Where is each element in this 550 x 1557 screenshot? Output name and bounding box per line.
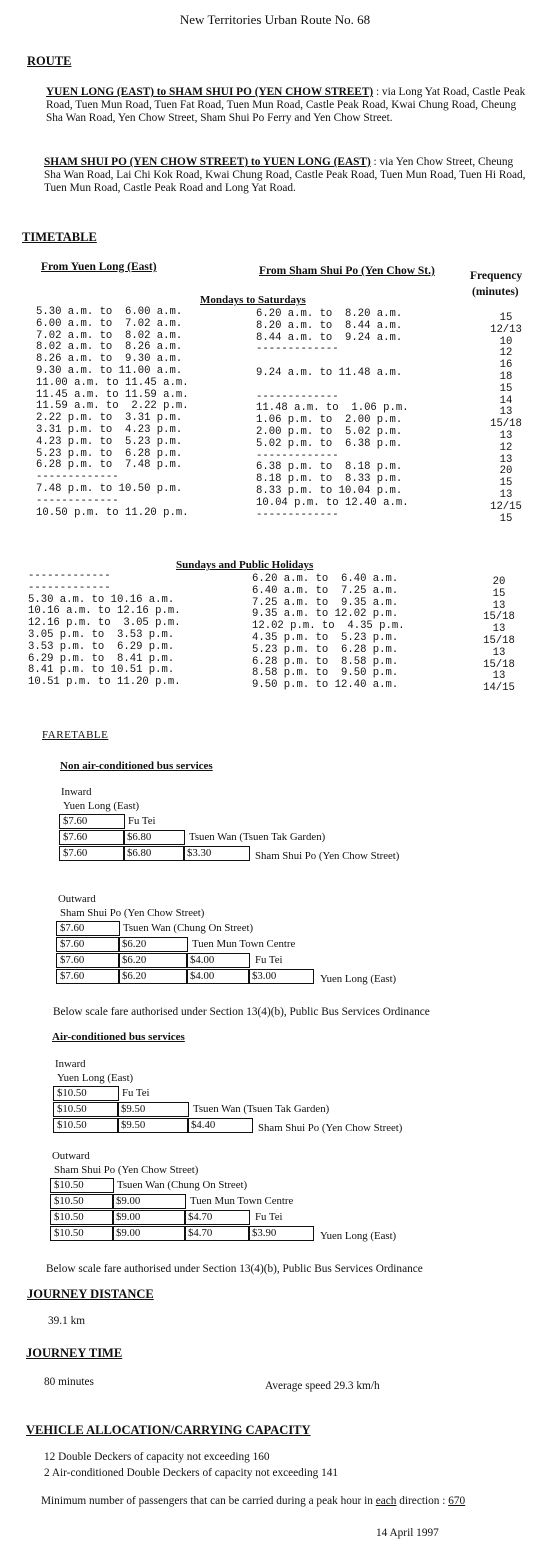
weekday-yuen-long-row: 5.23 p.m. to 6.28 p.m.: [36, 447, 183, 460]
fare-cell: $7.60: [56, 937, 120, 952]
weekday-frequency-row: 13: [499, 453, 513, 466]
holiday-sham-shui-po-row: 9.50 p.m. to 12.40 a.m.: [252, 679, 399, 692]
outward-origin: Sham Shui Po (Yen Chow Street): [60, 907, 205, 919]
holiday-sham-shui-po-row: 4.35 p.m. to 5.23 p.m.: [252, 631, 399, 644]
holiday-yuen-long-row: 12.16 p.m. to 3.05 p.m.: [28, 617, 181, 630]
weekday-sham-shui-po-row: 6.20 a.m. to 8.20 a.m.: [256, 308, 403, 320]
fare-cell: $7.60: [59, 830, 125, 845]
journey-distance-value: 39.1 km: [48, 1315, 86, 1327]
fare-cell: $10.50: [50, 1178, 114, 1193]
vehicle-line-1: 12 Double Deckers of capacity not exceeding 160: [44, 1451, 270, 1463]
weekday-frequency-row: 12: [499, 347, 513, 360]
fare-cell: $7.60: [59, 846, 125, 861]
min-passengers-each: each: [375, 1495, 397, 1507]
weekday-sham-shui-po-row: 9.24 a.m. to 11.48 a.m.: [256, 366, 403, 379]
fare-cell: $7.60: [56, 969, 120, 984]
min-passengers: [41, 1495, 465, 1507]
fare-cell: $6.80: [123, 830, 185, 845]
inward-origin: Yuen Long (East): [63, 800, 140, 812]
document-date: 14 April 1997: [376, 1527, 439, 1539]
weekday-yuen-long-row: 6.28 p.m. to 7.48 p.m.: [36, 459, 183, 472]
vehicle-line-2: 2 Air-conditioned Double Deckers of capacity not exceeding 141: [44, 1467, 339, 1479]
weekday-yuen-long-row: 6.00 a.m. to 7.02 a.m.: [36, 317, 183, 330]
weekday-sham-shui-po-row: 11.48 a.m. to 1.06 p.m.: [256, 402, 409, 415]
fare-cell: $6.80: [123, 846, 185, 861]
weekday-sham-shui-po-row: -------------: [256, 390, 339, 403]
weekday-frequency-column: [478, 313, 534, 525]
weekday-frequency-row: 14: [499, 394, 513, 407]
weekday-frequency-row: 12/15: [490, 500, 522, 513]
holiday-sham-shui-po-row: 7.25 a.m. to 9.35 a.m.: [252, 596, 399, 609]
weekday-sham-shui-po-row: -------------: [256, 343, 339, 356]
holiday-yuen-long-row: 8.41 p.m. to 10.51 p.m.: [28, 664, 175, 677]
holiday-sham-shui-po-row: 12.02 p.m. to 4.35 p.m.: [252, 620, 405, 633]
holiday-frequency-row: 15/18: [483, 634, 515, 647]
vehicle-heading: VEHICLE ALLOCATION/CARRYING CAPACITY: [26, 1423, 311, 1437]
fare-stop-label: Tsuen Wan (Tsuen Tak Garden): [189, 831, 326, 843]
weekday-sham-shui-po-row: 8.33 p.m. to 10.04 p.m.: [256, 484, 403, 497]
fare-cell: $10.50: [53, 1102, 119, 1117]
journey-distance-heading: JOURNEY DISTANCE: [27, 1287, 154, 1301]
fare-stop-label: Tuen Mun Town Centre: [192, 938, 296, 950]
weekday-frequency-row: 16: [499, 359, 513, 372]
holiday-left-column: [28, 571, 238, 689]
weekday-frequency-row: 13: [499, 488, 513, 501]
fare-cell: $9.50: [117, 1118, 189, 1133]
fare-cell: $9.00: [112, 1226, 186, 1241]
holiday-frequency-row: 14/15: [483, 682, 515, 695]
weekday-yuen-long-row: 5.30 a.m. to 6.00 a.m.: [36, 306, 183, 318]
holiday-yuen-long-row: -------------: [28, 581, 111, 594]
average-speed: Average speed 29.3 km/h: [265, 1380, 380, 1392]
holiday-sham-shui-po-row: 6.20 a.m. to 6.40 a.m.: [252, 573, 399, 585]
fare-cell: $4.00: [186, 953, 250, 968]
fare-cell: $7.60: [56, 921, 120, 936]
weekday-frequency-row: 15: [499, 512, 513, 525]
holiday-right-column: [252, 574, 462, 692]
weekday-frequency-row: 13: [499, 429, 513, 442]
holiday-frequency-row: 13: [492, 646, 506, 659]
holiday-yuen-long-row: 6.29 p.m. to 8.41 p.m.: [28, 652, 175, 665]
weekday-sham-shui-po-row: 6.38 p.m. to 8.18 p.m.: [256, 461, 403, 474]
outward-origin: Sham Shui Po (Yen Chow Street): [54, 1164, 199, 1176]
outward-label: Outward: [52, 1150, 90, 1162]
weekday-yuen-long-row: 4.23 p.m. to 5.23 p.m.: [36, 435, 183, 448]
weekday-yuen-long-row: 11.59 a.m. to 2.22 p.m.: [36, 400, 189, 413]
holiday-sham-shui-po-row: 6.28 p.m. to 8.58 p.m.: [252, 655, 399, 668]
fare-cell: $10.50: [50, 1210, 114, 1225]
fare-cell: $4.70: [184, 1226, 250, 1241]
fare-cell: $6.20: [118, 937, 188, 952]
from-sham-shui-po-heading: From Sham Shui Po (Yen Chow St.): [259, 265, 435, 277]
route-dir2-name: SHAM SHUI PO (YEN CHOW STREET) to YUEN LONG (EAST): [44, 156, 371, 168]
fare-cell: $3.00: [248, 969, 314, 984]
holiday-yuen-long-row: 3.05 p.m. to 3.53 p.m.: [28, 628, 175, 641]
weekday-sham-shui-po-row: 1.06 p.m. to 2.00 p.m.: [256, 414, 403, 427]
weekday-frequency-row: 13: [499, 406, 513, 419]
holiday-sham-shui-po-row: 8.58 p.m. to 9.50 p.m.: [252, 667, 399, 680]
holiday-yuen-long-row: 10.16 a.m. to 12.16 p.m.: [28, 605, 181, 618]
page-title: New Territories Urban Route No. 68: [179, 12, 371, 27]
fare-stop-label: Yuen Long (East): [320, 1230, 397, 1242]
weekday-yuen-long-row: 10.50 p.m. to 11.20 p.m.: [36, 506, 189, 519]
weekday-yuen-long-row: 8.02 a.m. to 8.26 a.m.: [36, 341, 183, 354]
holiday-frequency-row: 15/18: [483, 658, 515, 671]
weekday-sham-shui-po-row: -------------: [256, 449, 339, 462]
fare-stop-label: Yuen Long (East): [320, 973, 397, 985]
fare-cell: $10.50: [53, 1118, 119, 1133]
weekday-left-column: [36, 307, 236, 519]
holiday-yuen-long-row: 3.53 p.m. to 6.29 p.m.: [28, 640, 175, 653]
holiday-frequency-row: 13: [492, 670, 506, 683]
inward-label: Inward: [55, 1058, 86, 1070]
fare-stop-label: Tsuen Wan (Chung On Street): [123, 922, 254, 934]
inward-label: Inward: [61, 786, 92, 798]
inward-origin: Yuen Long (East): [57, 1072, 134, 1084]
route-dir1: [46, 86, 530, 125]
ac-heading: Air-conditioned bus services: [52, 1031, 185, 1043]
weekday-yuen-long-row: 7.02 a.m. to 8.02 a.m.: [36, 329, 183, 342]
fare-cell: $10.50: [50, 1194, 114, 1209]
from-yuen-long-heading: From Yuen Long (East): [41, 261, 157, 273]
weekday-sham-shui-po-row: 10.04 p.m. to 12.40 a.m.: [256, 496, 409, 509]
fare-stop-label: Tsuen Wan (Chung On Street): [117, 1179, 248, 1191]
fare-cell: $10.50: [50, 1226, 114, 1241]
fare-stop-label: Tuen Mun Town Centre: [190, 1195, 294, 1207]
weekday-yuen-long-row: 3.31 p.m. to 4.23 p.m.: [36, 423, 183, 436]
weekday-sham-shui-po-row: -------------: [256, 508, 339, 521]
fare-stop-label: Fu Tei: [255, 1211, 283, 1223]
holiday-sham-shui-po-row: 5.23 p.m. to 6.28 p.m.: [252, 643, 399, 656]
holiday-frequency-row: 13: [492, 623, 506, 636]
faretable-heading: FARETABLE: [42, 729, 109, 741]
holiday-yuen-long-row: -------------: [28, 570, 111, 582]
weekday-frequency-row: 15/18: [490, 418, 522, 431]
weekday-sham-shui-po-row: 8.18 p.m. to 8.33 p.m.: [256, 473, 403, 486]
fare-stop-label: Sham Shui Po (Yen Chow Street): [255, 850, 400, 862]
fare-stop-label: Fu Tei: [128, 815, 156, 827]
route-heading: ROUTE: [27, 54, 72, 68]
outward-label: Outward: [58, 893, 96, 905]
fare-cell: $3.90: [248, 1226, 314, 1241]
journey-time-value: 80 minutes: [44, 1376, 94, 1388]
weekday-yuen-long-row: 2.22 p.m. to 3.31 p.m.: [36, 412, 183, 425]
holiday-label: Sundays and Public Holidays: [176, 559, 314, 571]
holiday-frequency-row: 15: [492, 587, 506, 600]
weekday-sham-shui-po-row: [256, 380, 456, 392]
weekday-frequency-row: 15: [499, 382, 513, 395]
route-dir1-via: : via Long Yat Road, Castle Peak Road, Tuen Mun Road, Tuen Fat Road, Tuen Mun Road, Castle Peak Road, Kwai Chung Road, Cheung Sha Wan Road, Yen Chow Street, Sham Shui Po Ferry and Yen Chow Street.: [46, 86, 526, 124]
timetable-heading: TIMETABLE: [22, 230, 97, 244]
weekday-yuen-long-row: 11.45 a.m. to 11.59 a.m.: [36, 388, 189, 401]
weekday-sham-shui-po-row: 5.02 p.m. to 6.38 p.m.: [256, 437, 403, 450]
route-dir2-via: : via Yen Chow Street, Cheung Sha Wan Road, Lai Chi Kok Road, Kwai Chung Road, Castle Peak Road, Tuen Mun Road, Tuen Hi Road, Tuen Mun Road, Castle Peak Road and Long Yat Road.: [44, 156, 526, 194]
holiday-frequency-row: 20: [492, 576, 506, 588]
weekday-frequency-row: 12: [499, 441, 513, 454]
holiday-yuen-long-row: 10.51 p.m. to 11.20 p.m.: [28, 676, 181, 689]
weekday-frequency-row: 18: [499, 370, 513, 383]
weekday-frequency-row: 15: [499, 312, 513, 324]
weekday-yuen-long-row: 7.48 p.m. to 10.50 p.m.: [36, 482, 183, 495]
weekday-yuen-long-row: 9.30 a.m. to 11.00 a.m.: [36, 364, 183, 377]
journey-time-heading: JOURNEY TIME: [26, 1346, 123, 1360]
holiday-sham-shui-po-row: 6.40 a.m. to 7.25 a.m.: [252, 584, 399, 597]
fare-cell: $9.50: [117, 1102, 189, 1117]
weekday-sham-shui-po-row: 8.44 a.m. to 9.24 a.m.: [256, 331, 403, 344]
weekday-label: Mondays to Saturdays: [200, 294, 306, 306]
frequency-unit: (minutes): [472, 286, 519, 298]
fare-stop-label: Fu Tei: [255, 954, 283, 966]
weekday-yuen-long-row: 8.26 a.m. to 9.30 a.m.: [36, 353, 183, 366]
holiday-sham-shui-po-row: 9.35 a.m. to 12.02 p.m.: [252, 608, 399, 621]
fare-cell: $9.00: [112, 1210, 186, 1225]
min-passengers-value: 670: [448, 1495, 466, 1507]
holiday-yuen-long-row: 5.30 a.m. to 10.16 a.m.: [28, 593, 175, 606]
route-dir1-name: YUEN LONG (EAST) to SHAM SHUI PO (YEN CHOW STREET): [46, 86, 374, 98]
holiday-frequency-column: [471, 577, 527, 695]
fare-cell: $4.70: [184, 1210, 250, 1225]
fare-stop-label: Sham Shui Po (Yen Chow Street): [258, 1122, 403, 1134]
weekday-frequency-row: 10: [499, 335, 513, 348]
nonac-heading: Non air-conditioned bus services: [60, 760, 213, 772]
fare-cell: $7.60: [59, 814, 125, 829]
fare-stop-label: Tsuen Wan (Tsuen Tak Garden): [193, 1103, 330, 1115]
fare-cell: $4.00: [186, 969, 250, 984]
route-dir2: [44, 156, 532, 195]
fare-cell: $3.30: [183, 846, 250, 861]
weekday-sham-shui-po-row: 2.00 p.m. to 5.02 p.m.: [256, 425, 403, 438]
weekday-yuen-long-row: -------------: [36, 494, 119, 507]
holiday-frequency-row: 13: [492, 599, 506, 612]
nonac-fare-note: Below scale fare authorised under Section 13(4)(b), Public Bus Services Ordinance: [53, 1006, 430, 1018]
weekday-yuen-long-row: 11.00 a.m. to 11.45 a.m.: [36, 376, 189, 389]
fare-stop-label: Fu Tei: [122, 1087, 150, 1099]
fare-cell: $6.20: [118, 969, 188, 984]
min-passengers-text-a: Minimum number of passengers that can be carried during a peak hour in: [41, 1495, 376, 1507]
weekday-frequency-row: 15: [499, 477, 513, 490]
fare-cell: $10.50: [53, 1086, 119, 1101]
weekday-frequency-row: 12/13: [490, 323, 522, 336]
ac-fare-note: Below scale fare authorised under Section 13(4)(b), Public Bus Services Ordinance: [46, 1263, 423, 1275]
weekday-sham-shui-po-row: 8.20 a.m. to 8.44 a.m.: [256, 319, 403, 332]
weekday-yuen-long-row: -------------: [36, 471, 119, 484]
fare-cell: $7.60: [56, 953, 120, 968]
fare-cell: $9.00: [112, 1194, 186, 1209]
weekday-frequency-row: 20: [499, 465, 513, 478]
min-passengers-text-b: direction :: [396, 1495, 449, 1507]
frequency-heading: Frequency: [470, 270, 523, 282]
fare-cell: $6.20: [118, 953, 188, 968]
holiday-frequency-row: 15/18: [483, 611, 515, 624]
fare-cell: $4.40: [187, 1118, 253, 1133]
weekday-right-column: [256, 309, 456, 521]
